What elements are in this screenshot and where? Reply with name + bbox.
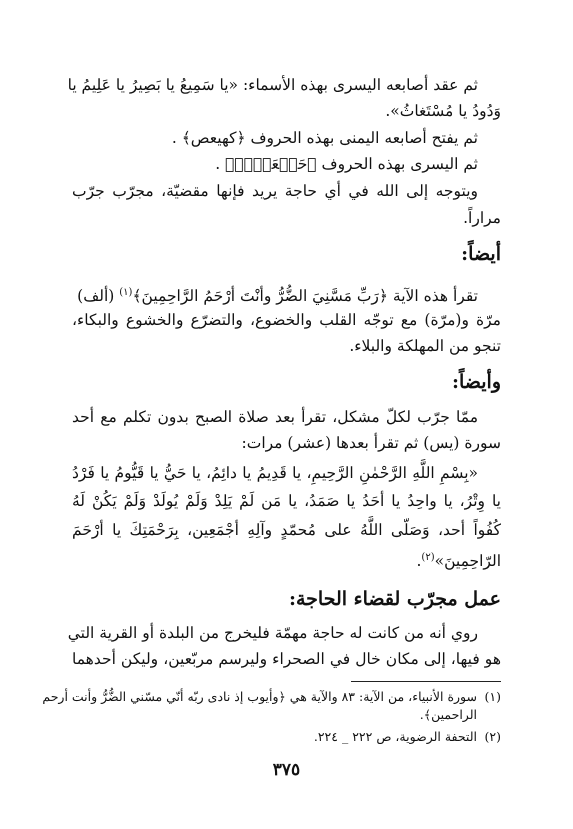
footnote-2 — [72, 728, 501, 746]
text-line-6: مراراً. — [463, 209, 501, 227]
footnote-2-text: التحفة الرضوية، ص ٢٢٢ _ ٢٢٤. — [313, 729, 477, 744]
text-line-16: روي أنه من كانت له حاجة مهمّة فليخرج من البلدة أو القرية التي — [67, 624, 478, 642]
footnote-1-cont: الراحمين﴾. — [419, 707, 477, 722]
text-line-2: وَدُودُ يا مُسْتَغاثُ». — [385, 102, 501, 120]
text-line-7 — [72, 282, 478, 307]
footnote-divider — [351, 681, 501, 682]
text-line-5: ويتوجه إلى الله في أي حاجة يريد فإنها مقضيّة، مجرّب جرّب — [72, 182, 478, 200]
text-line-9: تنجو من المهلكة والبلاء. — [349, 337, 501, 355]
footnote-1-text: سورة الأنبياء، من الآية: ٨٣ والآية هي ﴿وأيوب إذ نادى ربّه أنّي مسّني الضُّرُّ وأنت أرحم — [42, 689, 477, 704]
prayer-end: الرّاحِمِينَ» — [434, 552, 501, 571]
text-line-8: مرّة و(مرّة) مع توجّه القلب والخضوع، والتضرّع والخشوع والبكاء، — [72, 311, 501, 329]
text-line-10: ممّا جرّب لكلّ مشكل، تقرأ بعد صلاة الصبح بدون تكلم مع أحد — [72, 408, 478, 426]
text-line-1: ثم عقد أصابعه اليسرى بهذه الأسماء: «يا سَمِيعُ يا بَصِيرُ يا عَلِيمُ يا — [67, 76, 478, 94]
text-line-14: كُفُواً أحد، وَصَلّى اللَّهُ على مُحمّدٍ وآلِهِ أجْمَعِين، بِرَحْمَتِكَ يا أرْحَمَ — [72, 521, 501, 539]
text-line-13: يا وِتْرُ، يا واحِدُ يا أحَدُ يا صَمَدُ، يا مَن لَمْ يَلِدْ وَلَمْ يُولَدْ وَلَمْ يَكُنْ لَهُ — [72, 492, 501, 510]
footnote-ref-1: (١) — [119, 287, 133, 298]
text-line-12: «بِسْمِ اللَّهِ الرَّحْمٰنِ الرَّحِيمِ، يا قَدِيمُ يا دائِمُ، يا حَيُّ يا قَيُّومُ يا فَرْدُ — [72, 464, 478, 482]
period: . — [416, 552, 422, 571]
footnote-ref-2: (٢) — [421, 552, 435, 563]
text-line-11: سورة (يس) ثم تقرأ بعدها (عشر) مرات: — [241, 434, 501, 452]
footnote-number-2: (٢) — [484, 729, 501, 744]
verse-text: تقرأ هذه الآية ﴿رَبِّ مَسَّنِيَ الضُّرُّ وأنْتَ أرْحَمُ الرَّاحِمِينَ﴾ — [132, 287, 478, 306]
text-line-15 — [72, 547, 501, 572]
section-heading-1: أيضاً: — [461, 243, 501, 265]
section-heading-3: عمل مجرّب لقضاء الحاجة: — [288, 588, 501, 610]
text-line-3: ثم يفتح أصابعه اليمنى بهذه الحروف ﴿كهيعص﴾ . — [171, 129, 478, 147]
footnote-1 — [42, 688, 501, 706]
count-text: (ألف) — [77, 287, 120, 306]
text-line-17: هو فيها، إلى مكان خال في الصحراء وليرسم مربّعين، وليكن أحدهما — [72, 650, 501, 668]
footnote-number-1: (١) — [484, 689, 501, 704]
text-line-4: ثم اليسرى بهذه الحروف ﴿حَمۤعَسۤقۤ﴾ . — [215, 155, 478, 173]
page-number: ٣٧٥ — [272, 760, 301, 780]
section-heading-2: وأيضاً: — [451, 371, 501, 393]
